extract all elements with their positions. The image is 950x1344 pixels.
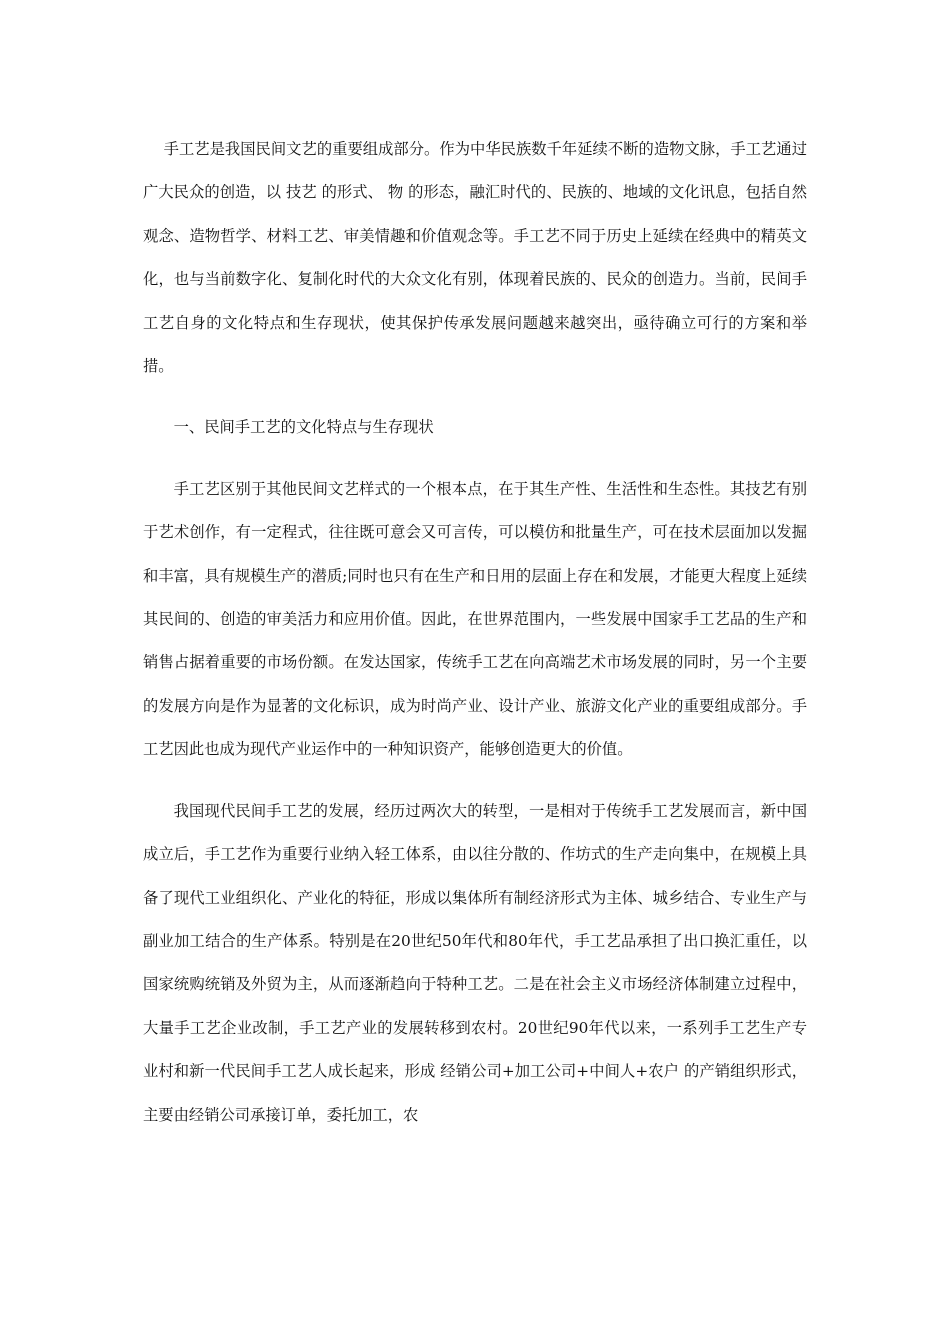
paragraph-transformation: 我国现代民间手工艺的发展，经历过两次大的转型，一是相对于传统手工艺发展而言，新中国成立后，手工艺作为重要行业纳入轻工体系，由以往分散的、作坊式的生产走向集中，在规模上具备了现代工业组织化、产业化的特征，形成以集体所有制经济形式为主体、城乡结合、专业生产与副业加工结合的生产体系。特别是在20世纪50年代和80年代，手工艺品承担了出口换汇重任，以国家统购统销及外贸为主，从而逐渐趋向于特种工艺。二是在社会主义市场经济体制建立过程中，大量手工艺企业改制，手工艺产业的发展转移到农村。20世纪90年代以来，一系列手工艺生产专业村和新一代民间手工艺人成长起来，形成 经销公司+加工公司+中间人+农户 的产销组织形式，主要由经销公司承接订单，委托加工，农 xyxy=(143,801,807,1124)
paragraph-intro: 手工艺是我国民间文艺的重要组成部分。作为中华民族数千年延续不断的造物文脉，手工艺通过广大民众的创造，以 技艺 的形式、 物 的形态，融汇时代的、民族的、地域的文化讯息，包括自然观念、造物哲学、材料工艺、审美情趣和价值观念等。手工艺不同于历史上延续在经典中的精英文化，也与当前数字化、复制化时代的大众文化有别，体现着民族的、民众的创造力。当前，民间手工艺自身的文化特点和生存现状，使其保护传承发展问题越来越突出，亟待确立可行的方案和举措。 xyxy=(143,140,807,376)
document-body xyxy=(143,128,807,1137)
paragraph-characteristics: 手工艺区别于其他民间文艺样式的一个根本点，在于其生产性、生活性和生态性。其技艺有别于艺术创作，有一定程式，往往既可意会又可言传，可以模仿和批量生产，可在技术层面加以发掘和丰富，具有规模生产的潜质;同时也只有在生产和日用的层面上存在和发展，才能更大程度上延续其民间的、创造的审美活力和应用价值。因此，在世界范围内，一些发展中国家手工艺品的生产和销售占据着重要的市场份额。在发达国家，传统手工艺在向高端艺术市场发展的同时，另一个主要的发展方向是作为显著的文化标识，成为时尚产业、设计产业、旅游文化产业的重要组成部分。手工艺因此也成为现代产业运作中的一种知识资产，能够创造更大的价值。 xyxy=(143,479,807,759)
section-heading: 一、民间手工艺的文化特点与生存现状 xyxy=(173,418,434,437)
